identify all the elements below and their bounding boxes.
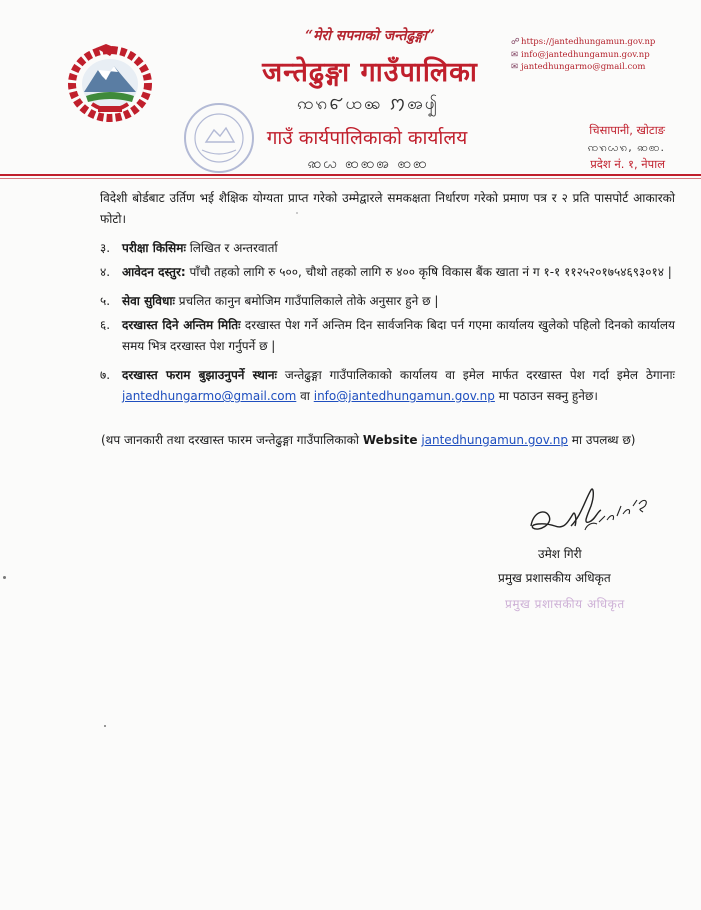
item-text: लिखित र अन्तरवार्ता bbox=[185, 241, 278, 255]
item-text: प्रचलित कानुन बमोजिम गाउँपालिकाले तोके अनुसार हुने छ | bbox=[174, 294, 439, 308]
envelope-icon: ✉ bbox=[511, 49, 519, 60]
list-item-submission-place bbox=[100, 365, 675, 407]
item-label: सेवा सुविधाः bbox=[122, 294, 175, 308]
office-address bbox=[545, 122, 665, 173]
municipality-name-script: ꩡꩫ꩔ꩤꩩ ꩀꩨꩴ bbox=[296, 94, 440, 114]
envelope-icon: ✉ bbox=[511, 62, 519, 72]
scan-speck bbox=[3, 576, 6, 579]
item-number: ७. bbox=[100, 368, 111, 382]
signer-title: प्रमुख प्रशासकीय अधिकृत bbox=[498, 571, 611, 585]
item-number: ५. bbox=[100, 294, 111, 308]
item-text-tail: मा पठाउन सक्नु हुनेछ। bbox=[494, 389, 598, 403]
scan-speck bbox=[296, 212, 298, 214]
website-row bbox=[511, 36, 655, 49]
note-text: (थप जानकारी तथा दरखास्त फारम जन्तेढुङ्गा गाउँपालिकाको bbox=[101, 433, 363, 447]
handwritten-signature bbox=[525, 486, 655, 542]
note-website-label: Website bbox=[362, 433, 418, 447]
signer-name: उमेश गिरी bbox=[538, 547, 582, 561]
office-seal bbox=[180, 98, 258, 178]
item-number: ४. bbox=[100, 265, 111, 279]
email-text-1: info@jantedhungamun.gov.np bbox=[521, 49, 650, 60]
header-divider bbox=[0, 174, 701, 176]
official-email-link[interactable]: info@jantedhungamun.gov.np bbox=[313, 389, 495, 403]
official-stamp: प्रमुख प्रशासकीय अधिकृत bbox=[505, 597, 625, 611]
email-row-1 bbox=[511, 49, 655, 62]
scan-speck bbox=[104, 725, 106, 727]
intro-paragraph: विदेशी बोर्डबाट उर्तिण भई शैक्षिक योग्यता प्राप्त गरेको उम्मेद्वारले समकक्षता निर्धारण गरेको प्रमाण पत्र र २ प्रति पासपोर्ट आकारको फोटो। bbox=[100, 191, 675, 226]
website-text: https://jantedhungamun.gov.np bbox=[521, 37, 656, 47]
item-label: दरखास्त फराम बुझाउनुपर्ने स्थानः bbox=[122, 368, 277, 382]
item-text: पाँचौ तहको लागि रु ५००, चौथो तहको लागि रु ४०० कृषि विकास बैंक खाता नं ग १-१ ११२५२०१७५४६९३०१४ | bbox=[185, 265, 672, 279]
address-line-1-script: ꩡꩫꩬꩫ, ꩣꩧ. bbox=[587, 141, 665, 154]
contact-info bbox=[511, 36, 655, 74]
item-label: आवेदन दस्तुर: bbox=[122, 265, 186, 279]
info-note bbox=[101, 430, 635, 450]
nepal-emblem-icon bbox=[62, 36, 158, 124]
slogan: “मेरो सपनाको जन्तेढुङ्गा” bbox=[305, 28, 435, 44]
item-number: ६. bbox=[100, 318, 111, 332]
website-link[interactable]: jantedhungamun.gov.np bbox=[421, 433, 568, 447]
item-number: ३. bbox=[100, 241, 111, 255]
email-row-2 bbox=[511, 61, 655, 74]
list-item-exam-type bbox=[100, 238, 675, 259]
office-name-script: ꩣꩬ ꩧꩧꩨ ꩧꩧ bbox=[307, 156, 429, 172]
list-item-facilities bbox=[100, 291, 675, 312]
item-label: दरखास्त दिने अन्तिम मितिः bbox=[122, 318, 241, 332]
header-divider-thin bbox=[0, 178, 701, 179]
item-label: परीक्षा किसिमः bbox=[122, 241, 186, 255]
gmail-link[interactable]: jantedhungarmo@gmail.com bbox=[122, 389, 297, 403]
email-text-2: jantedhungarmo@gmail.com bbox=[521, 62, 646, 72]
office-name: गाउँ कार्यपालिकाको कार्यालय bbox=[266, 127, 468, 149]
item-text: दरखास्त पेश गर्ने अन्तिम दिन सार्वजनिक बिदा पर्न गएमा कार्यालय खुलेको पहिलो दिनको कार्यालय समय भित्र दरखास्त पेश गर्नुपर्ने छ | bbox=[122, 318, 676, 353]
item-text-mid: वा bbox=[296, 389, 314, 403]
list-item-deadline bbox=[100, 315, 675, 357]
note-text-end: मा उपलब्ध छ) bbox=[567, 433, 636, 447]
address-line-1: चिसापानी, खोटाङ bbox=[589, 123, 665, 137]
letter-body bbox=[100, 188, 675, 407]
address-line-2: प्रदेश नं. १, नेपाल bbox=[590, 157, 665, 171]
item-text: जन्तेढुङ्गा गाउँपालिकाको कार्यालय वा इमेल मार्फत दरखास्त पेश गर्दा इमेल ठेगानाः bbox=[276, 368, 675, 382]
list-item-application-fee bbox=[100, 262, 675, 283]
globe-icon: ☍ bbox=[511, 37, 520, 47]
municipality-name: जन्तेढुङ्गा गाउँपालिका bbox=[262, 57, 478, 88]
